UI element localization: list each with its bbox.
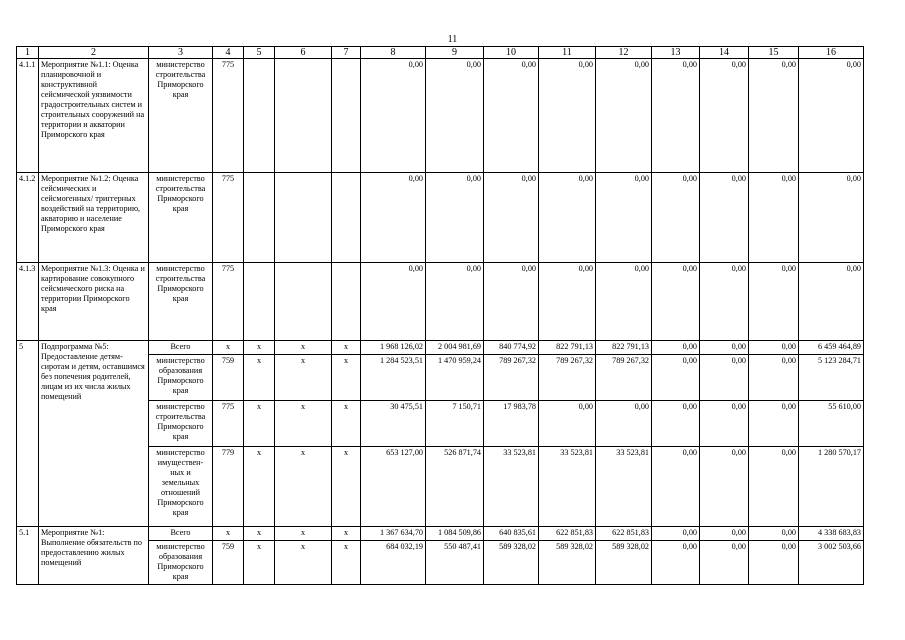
- value-cell: 822 791,13: [539, 341, 596, 355]
- value-cell: 33 523,81: [596, 447, 652, 527]
- value-cell: 0,00: [749, 263, 799, 341]
- row-number: 5.1: [17, 527, 39, 585]
- activity-name: Мероприятие №1: Выполнение обязательств по предоставлению жилых помещений: [39, 527, 149, 585]
- executor: Всего: [149, 341, 213, 355]
- row-number: 4.1.1: [17, 59, 39, 173]
- executor: министерство строительства Приморского края: [149, 401, 213, 447]
- code-cell: х: [275, 541, 332, 585]
- code-cell: х: [275, 447, 332, 527]
- table-row: [17, 341, 864, 355]
- value-cell: 589 328,02: [484, 541, 539, 585]
- header-cell: 10: [484, 47, 539, 59]
- value-cell: 0,00: [799, 263, 864, 341]
- value-cell: 0,00: [361, 263, 426, 341]
- header-cell: 12: [596, 47, 652, 59]
- value-cell: 0,00: [596, 401, 652, 447]
- value-cell: 840 774,92: [484, 341, 539, 355]
- code-cell: [275, 173, 332, 263]
- value-cell: 622 851,83: [539, 527, 596, 541]
- executor: министерство строительства Приморского края: [149, 263, 213, 341]
- value-cell: 0,00: [700, 355, 749, 401]
- code-cell: [332, 59, 361, 173]
- value-cell: 684 032,19: [361, 541, 426, 585]
- value-cell: 0,00: [652, 401, 700, 447]
- executor: Всего: [149, 527, 213, 541]
- table-row: [17, 59, 864, 173]
- header-cell: 7: [332, 47, 361, 59]
- value-cell: 5 123 284,71: [799, 355, 864, 401]
- value-cell: 622 851,83: [596, 527, 652, 541]
- budget-table: [16, 46, 864, 585]
- code-cell: 775: [213, 401, 244, 447]
- value-cell: 33 523,81: [539, 447, 596, 527]
- value-cell: 0,00: [749, 401, 799, 447]
- value-cell: 0,00: [799, 59, 864, 173]
- header-cell: 15: [749, 47, 799, 59]
- row-number: 4.1.2: [17, 173, 39, 263]
- row-number: 4.1.3: [17, 263, 39, 341]
- value-cell: 589 328,02: [596, 541, 652, 585]
- value-cell: 0,00: [361, 59, 426, 173]
- value-cell: 0,00: [749, 541, 799, 585]
- code-cell: х: [244, 401, 275, 447]
- value-cell: 653 127,00: [361, 447, 426, 527]
- value-cell: 822 791,13: [596, 341, 652, 355]
- value-cell: 33 523,81: [484, 447, 539, 527]
- code-cell: х: [275, 401, 332, 447]
- value-cell: 0,00: [596, 173, 652, 263]
- code-cell: х: [332, 541, 361, 585]
- value-cell: 1 280 570,17: [799, 447, 864, 527]
- header-cell: 9: [426, 47, 484, 59]
- code-cell: 759: [213, 541, 244, 585]
- value-cell: 0,00: [700, 447, 749, 527]
- code-cell: [275, 263, 332, 341]
- header-cell: 6: [275, 47, 332, 59]
- code-cell: х: [244, 341, 275, 355]
- value-cell: 1 470 959,24: [426, 355, 484, 401]
- header-cell: 14: [700, 47, 749, 59]
- header-cell: 3: [149, 47, 213, 59]
- header-cell: 11: [539, 47, 596, 59]
- code-cell: [244, 173, 275, 263]
- value-cell: 0,00: [652, 341, 700, 355]
- value-cell: 0,00: [799, 173, 864, 263]
- executor: министерство строительства Приморского края: [149, 59, 213, 173]
- value-cell: 0,00: [539, 263, 596, 341]
- value-cell: 0,00: [539, 173, 596, 263]
- value-cell: 6 459 464,89: [799, 341, 864, 355]
- code-cell: х: [332, 447, 361, 527]
- value-cell: 0,00: [596, 263, 652, 341]
- table-row: [17, 173, 864, 263]
- value-cell: 0,00: [484, 59, 539, 173]
- value-cell: 0,00: [484, 263, 539, 341]
- code-cell: х: [244, 355, 275, 401]
- value-cell: 0,00: [700, 527, 749, 541]
- table-row: [17, 527, 864, 541]
- value-cell: 0,00: [700, 173, 749, 263]
- value-cell: 0,00: [749, 173, 799, 263]
- value-cell: 4 338 683,83: [799, 527, 864, 541]
- value-cell: 0,00: [426, 59, 484, 173]
- code-cell: 759: [213, 355, 244, 401]
- value-cell: 526 871,74: [426, 447, 484, 527]
- value-cell: 0,00: [652, 263, 700, 341]
- code-cell: 775: [213, 59, 244, 173]
- value-cell: 0,00: [700, 341, 749, 355]
- value-cell: 550 487,41: [426, 541, 484, 585]
- value-cell: 0,00: [652, 355, 700, 401]
- value-cell: 0,00: [749, 527, 799, 541]
- executor: министерство образования Приморского края: [149, 355, 213, 401]
- code-cell: х: [213, 341, 244, 355]
- code-cell: [332, 173, 361, 263]
- value-cell: 0,00: [361, 173, 426, 263]
- value-cell: 0,00: [700, 263, 749, 341]
- executor: министерство строительства Приморского края: [149, 173, 213, 263]
- code-cell: х: [244, 541, 275, 585]
- value-cell: 17 983,78: [484, 401, 539, 447]
- header-cell: 8: [361, 47, 426, 59]
- activity-name: Мероприятие №1.3: Оценка и картирование совокупного сейсмического риска на территории Приморского края: [39, 263, 149, 341]
- value-cell: 0,00: [749, 341, 799, 355]
- code-cell: х: [332, 355, 361, 401]
- page-number: 11: [447, 34, 458, 45]
- value-cell: 789 267,32: [596, 355, 652, 401]
- value-cell: 589 328,02: [539, 541, 596, 585]
- value-cell: 1 367 634,70: [361, 527, 426, 541]
- activity-name: Мероприятие №1.1: Оценка планировочной и конструктивной сейсмической уязвимости градостроительных систем и строительных сооружений на территории и акватории Приморского края: [39, 59, 149, 173]
- value-cell: 1 968 126,02: [361, 341, 426, 355]
- value-cell: 0,00: [749, 447, 799, 527]
- value-cell: 0,00: [749, 355, 799, 401]
- header-row: [17, 47, 864, 59]
- value-cell: 640 835,61: [484, 527, 539, 541]
- code-cell: 775: [213, 173, 244, 263]
- code-cell: х: [244, 447, 275, 527]
- code-cell: [332, 263, 361, 341]
- code-cell: х: [275, 341, 332, 355]
- value-cell: 7 150,71: [426, 401, 484, 447]
- value-cell: 0,00: [426, 263, 484, 341]
- row-number: 5: [17, 341, 39, 527]
- code-cell: [275, 59, 332, 173]
- code-cell: х: [332, 341, 361, 355]
- value-cell: 789 267,32: [484, 355, 539, 401]
- value-cell: 0,00: [652, 447, 700, 527]
- activity-name: Подпрограмма №5: Предоставление детям-сиротам и детям, оставшимся без попечения родителей, лицам из их числа жилых помещений: [39, 341, 149, 527]
- code-cell: 779: [213, 447, 244, 527]
- code-cell: [244, 59, 275, 173]
- value-cell: 0,00: [700, 541, 749, 585]
- value-cell: 0,00: [749, 59, 799, 173]
- value-cell: 3 002 503,66: [799, 541, 864, 585]
- code-cell: х: [332, 527, 361, 541]
- code-cell: х: [275, 355, 332, 401]
- value-cell: 1 084 509,86: [426, 527, 484, 541]
- code-cell: х: [244, 527, 275, 541]
- table-row: [17, 263, 864, 341]
- value-cell: 0,00: [652, 541, 700, 585]
- value-cell: 0,00: [652, 59, 700, 173]
- value-cell: 0,00: [539, 59, 596, 173]
- value-cell: 1 284 523,51: [361, 355, 426, 401]
- executor: министерство образования Приморского края: [149, 541, 213, 585]
- header-cell: 1: [17, 47, 39, 59]
- value-cell: 0,00: [539, 401, 596, 447]
- code-cell: х: [332, 401, 361, 447]
- value-cell: 0,00: [484, 173, 539, 263]
- value-cell: 789 267,32: [539, 355, 596, 401]
- value-cell: 55 610,00: [799, 401, 864, 447]
- value-cell: 0,00: [700, 59, 749, 173]
- header-cell: 4: [213, 47, 244, 59]
- value-cell: 0,00: [596, 59, 652, 173]
- activity-name: Мероприятие №1.2: Оценка сейсмических и сейсмогенных/ триггерных воздействий на территорию, акваторию и население Приморского края: [39, 173, 149, 263]
- value-cell: 0,00: [426, 173, 484, 263]
- header-cell: 5: [244, 47, 275, 59]
- header-cell: 2: [39, 47, 149, 59]
- value-cell: 0,00: [652, 527, 700, 541]
- value-cell: 2 004 981,69: [426, 341, 484, 355]
- header-cell: 13: [652, 47, 700, 59]
- header-cell: 16: [799, 47, 864, 59]
- executor: министерство имуществен-ных и земельных отношений Приморского края: [149, 447, 213, 527]
- value-cell: 0,00: [652, 173, 700, 263]
- code-cell: 775: [213, 263, 244, 341]
- code-cell: х: [275, 527, 332, 541]
- code-cell: [244, 263, 275, 341]
- code-cell: х: [213, 527, 244, 541]
- value-cell: 0,00: [700, 401, 749, 447]
- value-cell: 30 475,51: [361, 401, 426, 447]
